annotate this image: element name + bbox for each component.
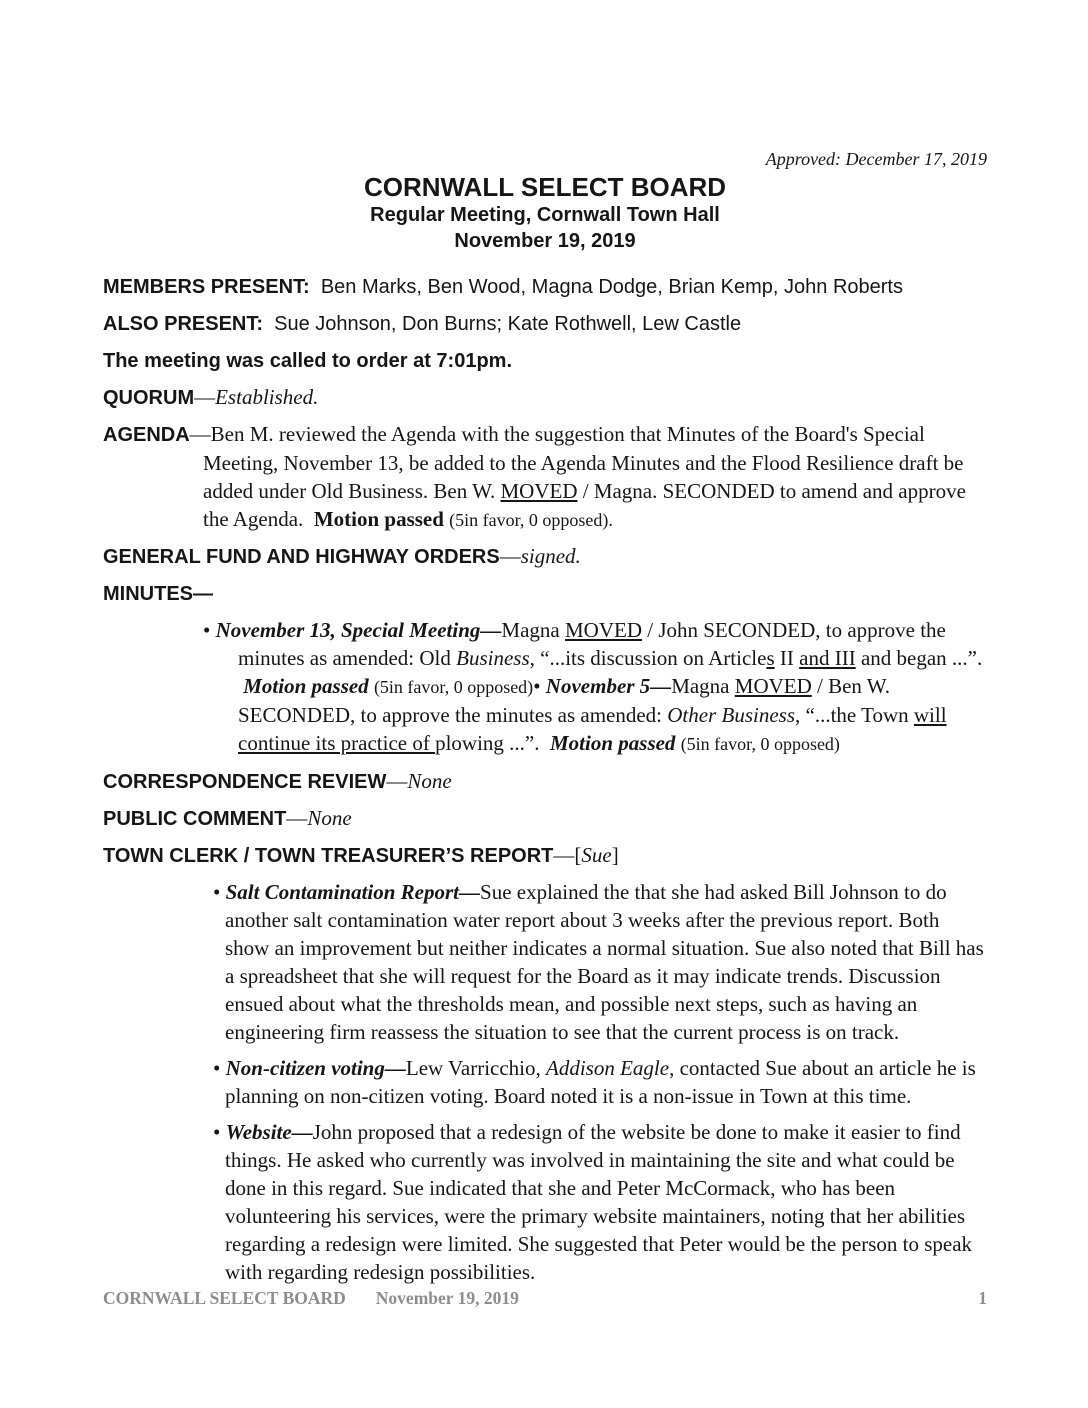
public-comment-value: None [307,806,352,830]
also-present-line [103,309,987,338]
doc-subtitle-date: November 19, 2019 [454,230,636,252]
general-fund-dash: — [499,544,521,568]
text-run: plowing ...”. [435,731,550,755]
general-fund-heading: GENERAL FUND AND HIGHWAY ORDERS [103,546,500,568]
minutes-nov5-title: November 5— [545,674,672,698]
text-run: Magna [501,618,565,642]
business-italic: Business [456,646,530,670]
general-fund-value: signed. [520,544,581,568]
clerk-item-website [213,1118,987,1286]
salt-report-text: Sue explained the that she had asked Bill Johnson to do another salt contamination water report about 3 weeks after the previous report. Both show an improvement but neither indicates a normal situation. Sue also noted that Bill has a spreadsheet that she will request for the Board as it may indicate trends. Discussion ensued about what the thresholds mean, and possible next steps, such as having an engineering firm reassess the situation to see that the current process is on track. [225,880,984,1044]
also-present-label: ALSO PRESENT: [103,313,264,335]
town-clerk-bracket-open: —[ [553,843,582,867]
motion-passed: Motion passed [550,731,676,755]
section-agenda [103,420,987,534]
section-general-fund [103,542,987,571]
articles-s-underline: s [766,646,775,670]
text-run: Lew Varricchio, [405,1056,547,1080]
plowing-underline: will continue its practice of [238,703,947,755]
section-quorum [103,383,987,412]
text-run: , “...the Town [795,703,914,727]
agenda-text: —Ben M. reviewed the Agenda with the suggestion that Minutes of the Board's Special Meeting, November 13, be added to the Agenda Minutes and the Flood Resilience draft be added under Old Business. Ben W. [189,422,964,503]
agenda-motion-passed: Motion passed [313,507,444,531]
other-business-italic: Other Business [667,703,795,727]
quorum-value: Established. [215,385,319,409]
minutes-item [203,616,987,758]
text-run: II [774,646,800,670]
section-public-comment [103,804,987,833]
text-run: / John SECONDED, to approve the minutes as amended: Old [238,618,946,670]
minutes-nov13-title: November 13, Special Meeting— [215,618,502,642]
town-clerk-bracket-close: ] [611,843,619,867]
minutes-heading: MINUTES— [103,583,213,605]
bullet-icon: • [213,880,226,904]
text-run: Magna [671,674,735,698]
members-present-names: Ben Marks, Ben Wood, Magna Dodge, Brian Kemp, John Roberts [309,276,903,298]
public-comment-dash: — [286,806,308,830]
footer-board-name: CORNWALL SELECT BOARD [103,1288,346,1308]
town-clerk-name: Sue [581,843,612,867]
addison-eagle-italic: Addison Eagle [546,1056,670,1080]
section-correspondence [103,767,987,796]
footer-date: November 19, 2019 [375,1288,519,1308]
text-run: / Ben W. SECONDED, to approve the minutes as amended: [238,674,890,727]
bullet-icon: • [213,1056,226,1080]
salt-report-title: Salt Contamination Report— [225,880,481,904]
moved-underline: MOVED [564,618,642,642]
call-to-order-text: The meeting was called to order at 7:01pm. [103,350,513,372]
call-to-order-line [103,346,987,375]
quorum-heading: QUORUM [103,387,195,409]
inline-bullet-icon: • [533,674,546,698]
quorum-dash: — [194,385,216,409]
clerk-item-salt [213,878,987,1046]
agenda-text-2: / Magna. SECONDED to amend and approve the Agenda. [203,479,966,531]
noncitizen-text: , contacted Sue about an article he is planning on non-citizen voting. Board noted it is a non-issue in Town at this time. [225,1056,976,1108]
correspondence-value: None [407,769,452,793]
also-present-names: Sue Johnson, Don Burns; Kate Rothwell, Lew Castle [263,313,742,335]
bullet-icon: • [203,618,216,642]
agenda-heading: AGENDA [103,424,190,446]
noncitizen-title: Non-citizen voting— [225,1056,406,1080]
correspondence-dash: — [386,769,408,793]
correspondence-heading: CORRESPONDENCE REVIEW [103,771,387,793]
approved-note: Approved: December 17, 2019 [765,149,987,169]
website-title: Website— [225,1120,313,1144]
website-text: John proposed that a redesign of the website be done to make it easier to find things. He asked who currently was involved in maintaining the site and what could be done in this regard. Sue indicated that she and Peter McCormack, who has been volunteering his services, were the primary website maintainers, noting that her abilities regarding a redesign were limited. She suggested that Peter would be the person to speak with regarding redesign possibilities. [225,1120,973,1284]
town-clerk-heading: TOWN CLERK / TOWN TREASURER’S REPORT [103,845,554,867]
clerk-item-noncitizen [213,1054,987,1110]
section-minutes [103,579,987,608]
text-run: and began ...”. [238,646,983,698]
motion-passed: Motion passed [243,674,369,698]
page-footer [103,1288,987,1309]
text-run: , “...its discussion on Article [529,646,767,670]
footer-page-number: 1 [978,1288,987,1308]
doc-title: CORNWALL SELECT BOARD [363,172,727,202]
bullet-icon: • [213,1120,226,1144]
members-present-line [103,272,987,301]
vote-count: (5in favor, 0 opposed) [373,677,534,697]
vote-count: (5in favor, 0 opposed) [680,734,840,754]
moved-underline: MOVED [734,674,812,698]
section-town-clerk [103,841,987,870]
members-present-label: MEMBERS PRESENT: [103,276,310,298]
public-comment-heading: PUBLIC COMMENT [103,808,287,830]
agenda-moved-underline: MOVED [500,479,578,503]
doc-subtitle-meeting: Regular Meeting, Cornwall Town Hall [370,204,720,226]
and-iii-underline: and III [799,646,856,670]
agenda-vote-count: (5in favor, 0 opposed). [449,510,613,530]
